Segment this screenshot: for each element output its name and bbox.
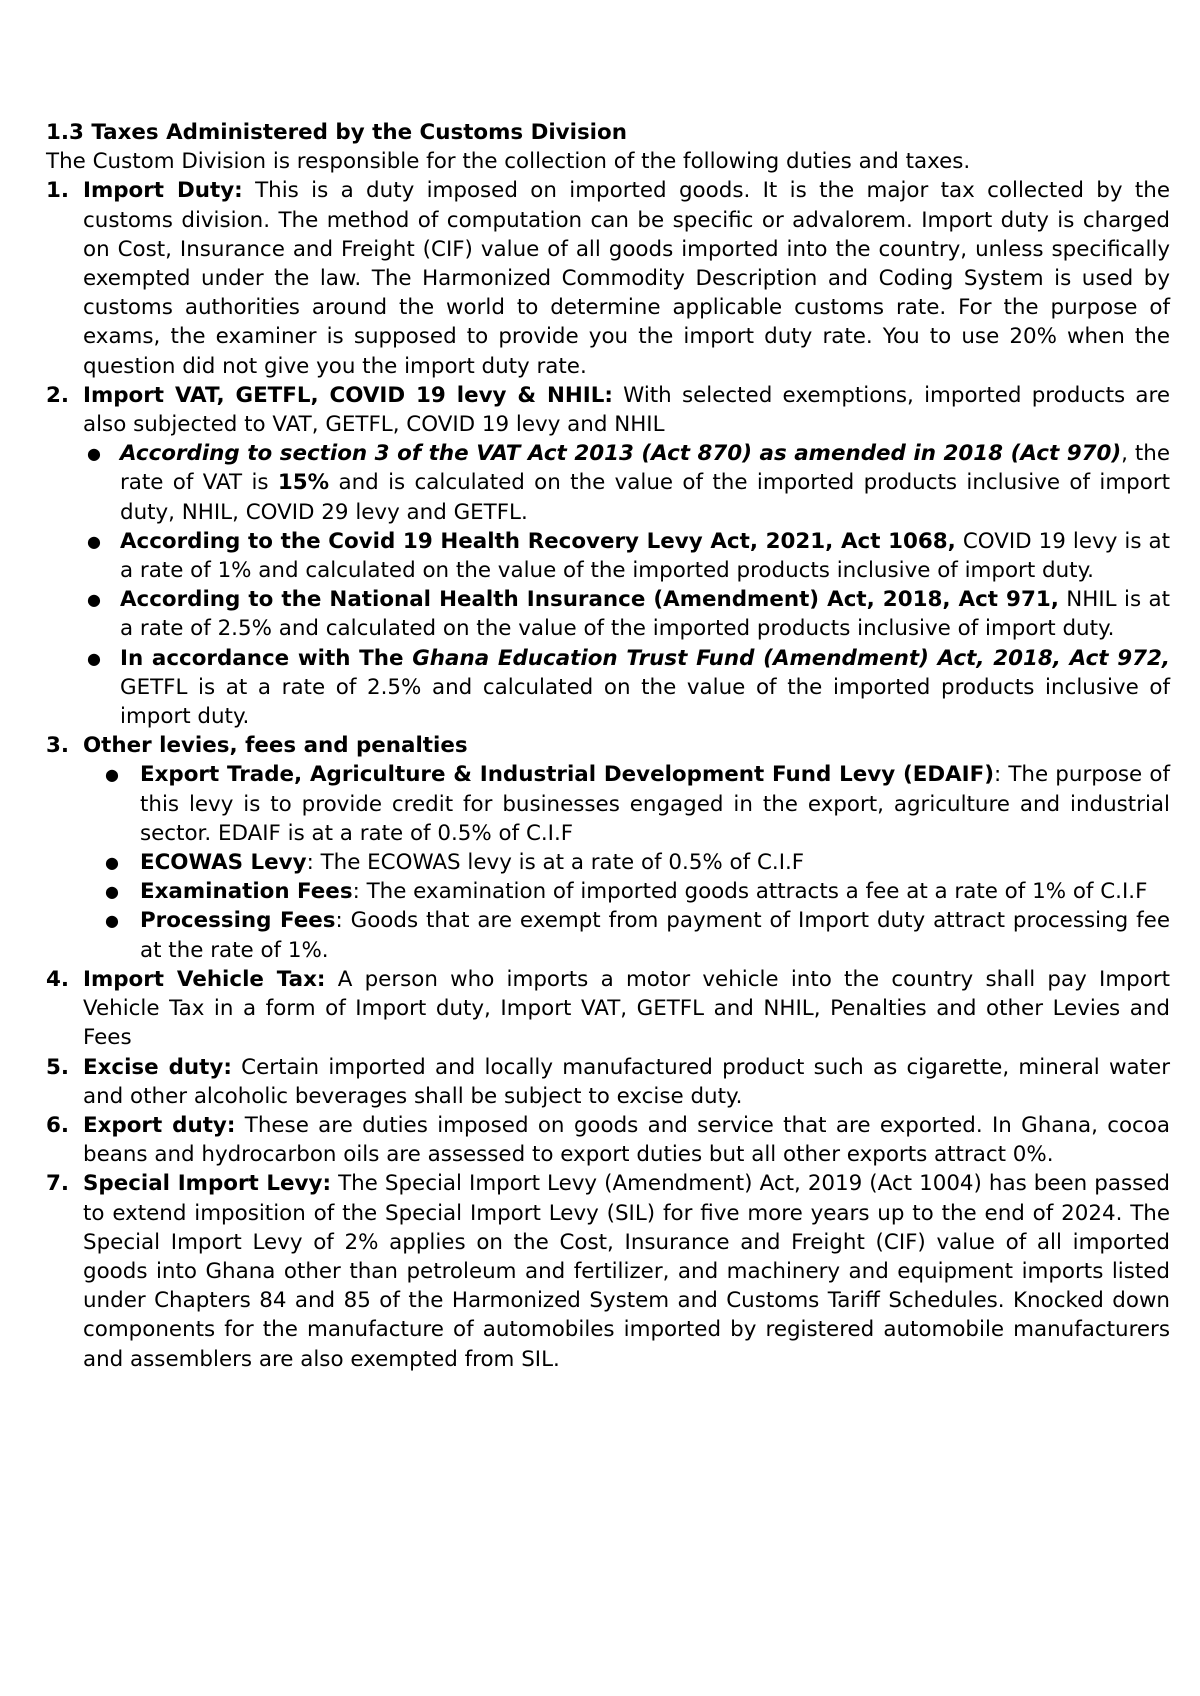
bullet-lead: Processing Fees: [140, 908, 336, 934]
bullet-item-processing-fees: [83, 906, 1170, 964]
item-number: 1.: [46, 178, 70, 204]
item-text: Certain imported and locally manufactured product such as cigarette, mineral water and other alcoholic beverages shall be subject to excise duty.: [83, 1054, 1170, 1109]
bullet-item-ecowas: [83, 848, 1170, 877]
bullet-item-examination-fees: [83, 877, 1170, 906]
bullet-text: COVID 19 levy is at a rate of 1% and calculated on the value of the imported products inclusive of import duty.: [120, 528, 1170, 584]
bullet-lead: ECOWAS Levy: [140, 850, 307, 876]
list-item-import-vat: [46, 381, 1170, 731]
item-title: Export duty:: [83, 1112, 236, 1138]
bullet-text: : The ECOWAS levy is at a rate of 0.5% of C.I.F: [306, 850, 805, 876]
intro-paragraph: The Custom Division is responsible for the collection of the following duties and taxes.: [46, 149, 971, 175]
bullet-item-edaif: [83, 760, 1170, 848]
bullet-text: NHIL is at a rate of 2.5% and calculated on the value of the imported products inclusive of import duty.: [120, 587, 1170, 642]
item-number: 2.: [46, 382, 70, 408]
item-number: 4.: [46, 966, 70, 992]
bullet-lead: Export Trade, Agriculture & Industrial Development Fund Levy (EDAIF): [140, 762, 994, 788]
list-item-other-levies: [46, 731, 1170, 965]
bullet-item-nhil: [83, 585, 1170, 643]
taxes-list: [46, 176, 1170, 1373]
vat-bullet-list: [83, 439, 1170, 731]
bullet-icon: ●: [87, 648, 101, 668]
bullet-item-getfl: [83, 644, 1170, 732]
bullet-icon: ●: [87, 590, 101, 610]
bullet-lead: Examination Fees: [140, 879, 353, 905]
item-title: Import Vehicle Tax:: [83, 966, 326, 992]
item-title: Import VAT, GETFL, COVID 19 levy & NHIL:: [83, 382, 613, 408]
document-page: [46, 118, 1170, 1374]
item-number: 3.: [46, 733, 70, 759]
list-item-excise-duty: [46, 1053, 1170, 1111]
vat-rate: 15%: [277, 470, 330, 496]
section-heading: 1.3 Taxes Administered by the Customs Division: [46, 120, 627, 145]
bullet-text: : The purpose of this levy is to provide credit for businesses engaged in the export, agriculture and industrial sector. EDAIF is at a rate of 0.5% of C.I.F: [140, 762, 1170, 846]
bullet-icon: ●: [105, 911, 119, 931]
list-item-import-duty: [46, 176, 1170, 380]
item-text: These are duties imposed on goods and service that are exported. In Ghana, cocoa beans and hydrocarbon oils are assessed to export duties but all other exports attract 0%.: [83, 1112, 1170, 1168]
bullet-lead: According to the National Health Insurance (Amendment) Act, 2018, Act 971,: [120, 587, 1059, 613]
bullet-text: GETFL is at a rate of 2.5% and calculated on the value of the imported products inclusive of import duty.: [120, 674, 1170, 730]
item-number: 5.: [46, 1054, 70, 1080]
item-text: A person who imports a motor vehicle into the country shall pay Import Vehicle Tax in a form of Import duty, Import VAT, GETFL and NHIL, Penalties and other Levies and Fees: [83, 966, 1171, 1051]
levies-bullet-list: [83, 760, 1170, 964]
list-item-export-duty: [46, 1111, 1170, 1169]
item-number: 7.: [46, 1171, 70, 1197]
bullet-lead: According to section 3 of the VAT Act 2013 (Act 870) as amended in 2018 (Act 970): [120, 441, 1122, 467]
item-title: Import Duty:: [83, 178, 243, 204]
bullet-text: and is calculated on the value of the imported products inclusive of import duty, NHIL, COVID 29 levy and GETFL.: [120, 470, 1171, 525]
item-title: Other levies, fees and penalties: [83, 733, 468, 759]
bullet-text: : The examination of imported goods attracts a fee at a rate of 1% of C.I.F: [352, 879, 1148, 905]
bullet-lead: According to the Covid 19 Health Recovery Levy Act, 2021, Act 1068,: [120, 528, 956, 554]
bullet-lead-italic: Ghana Education Trust Fund (Amendment) Act, 2018, Act 972,: [412, 645, 1170, 671]
bullet-text: , the rate of VAT is: [120, 441, 1170, 496]
item-number: 6.: [46, 1112, 70, 1138]
bullet-text: : Goods that are exempt from payment of Import duty attract processing fee at the rate of 1%.: [140, 908, 1170, 963]
bullet-item-vat-act: [83, 439, 1170, 527]
list-item-special-import-levy: [46, 1169, 1170, 1373]
bullet-icon: ●: [87, 531, 101, 551]
item-text: The Special Import Levy (Amendment) Act, 2019 (Act 1004) has been passed to extend imposition of the Special Import Levy (SIL) for five more years up to the end of 2024. The Special Import Levy of 2% applies on the Cost, Insurance and Freight (CIF) value of all imported goods into Ghana other than petroleum and fertilizer, and machinery and equipment imports listed under Chapters 84 and 85 of the Harmonized System and Customs Tariff Schedules. Knocked down components for the manufacture of automobiles imported by registered automobile manufacturers and assemblers are also exempted from SIL.: [83, 1171, 1170, 1372]
item-title: Special Import Levy:: [83, 1171, 332, 1197]
bullet-icon: ●: [105, 853, 119, 873]
bullet-lead: In accordance with The: [120, 645, 413, 671]
bullet-icon: ●: [87, 444, 101, 464]
item-text: With selected exemptions, imported products are also subjected to VAT, GETFL, COVID 19 levy and NHIL: [83, 382, 1170, 438]
item-text: This is a duty imposed on imported goods. It is the major tax collected by the customs division. The method of computation can be specific or advalorem. Import duty is charged on Cost, Insurance and Freight (CIF) value of all goods imported into the country, unless specifically exempted under the law. The Harmonized Commodity Description and Coding System is used by customs authorities around the world to determine applicable customs rate. For the purpose of exams, the examiner is supposed to provide you the import duty rate. You to use 20% when the question did not give you the import duty rate.: [83, 178, 1170, 379]
bullet-icon: ●: [105, 882, 119, 902]
bullet-item-covid-levy: [83, 527, 1170, 585]
bullet-icon: ●: [105, 765, 119, 785]
item-title: Excise duty:: [83, 1054, 232, 1080]
list-item-import-vehicle-tax: [46, 965, 1170, 1053]
